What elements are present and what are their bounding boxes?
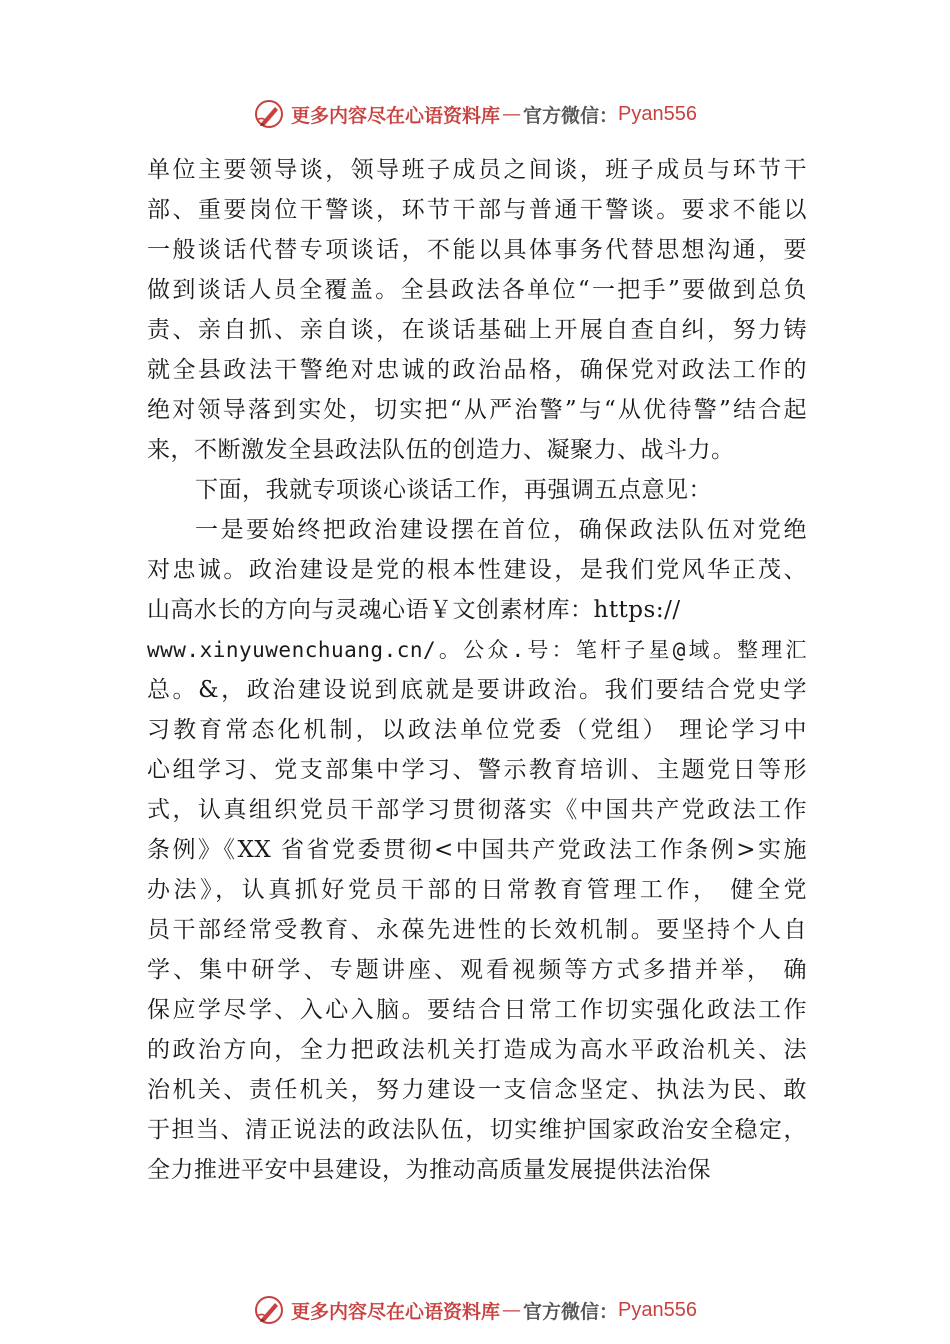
text-line: 责、亲自抓、亲自谈，在谈话基础上开展自查自纠，努力铸 — [147, 317, 807, 343]
paragraph-3 — [147, 510, 807, 1190]
text-line: 一是要始终把政治建设摆在首位，确保政法队伍对党绝 — [195, 517, 807, 543]
text-line: 一般谈话代替专项谈话，不能以具体事务代替思想沟通，要 — [147, 237, 807, 263]
text-line: 来，不断激发全县政法队伍的创造力、凝聚力、战斗力。 — [147, 437, 735, 463]
text-line: 对忠诚。政治建设是党的根本性建设，是我们党风华正茂、 — [147, 557, 807, 583]
text-line: 做到谈话人员全覆盖。全县政法各单位“一把手”要做到总负 — [147, 277, 807, 303]
paragraph-2 — [147, 470, 807, 510]
text-line: 山高水长的方向与灵魂心语￥文创素材库：https:// — [147, 597, 681, 623]
text-line: 部、重要岗位干警谈，环节干部与普通干警谈。要求不能以 — [147, 197, 807, 223]
banner-site-name: 更多内容尽在心语资料库 — [291, 1300, 501, 1323]
banner-wechat-handle: Pyan556 — [618, 102, 697, 125]
banner-wechat-label: 官方微信： — [523, 104, 619, 127]
pen-logo-icon — [253, 1294, 285, 1326]
text-line: 治机关、责任机关，努力建设一支信念坚定、执法为民、敢 — [147, 1077, 807, 1103]
footer-watermark-banner — [0, 1290, 950, 1330]
text-line: 条例》《XX 省省党委贯彻<中国共产党政法工作条例>实施 — [147, 837, 807, 863]
pen-logo-icon — [253, 98, 285, 130]
text-line: 于担当、清正说法的政法队伍，切实维护国家政治安全稳定， — [147, 1117, 807, 1143]
text-line: 单位主要领导谈，领导班子成员之间谈，班子成员与环节干 — [147, 157, 807, 183]
text-line: 式，认真组织党员干部学习贯彻落实《中国共产党政法工作 — [147, 797, 807, 823]
text-line: 全力推进平安中县建设，为推动高质量发展提供法治保 — [147, 1157, 711, 1183]
text-line: 学、集中研学、专题讲座、观看视频等方式多措并举， 确 — [147, 957, 807, 983]
banner-dash: — — [502, 1299, 522, 1321]
text-line: 习教育常态化机制，以政法单位党委（党组） 理论学习中 — [147, 717, 807, 743]
text-line: 绝对领导落到实处，切实把“从严治警”与“从优待警”结合起 — [147, 397, 807, 423]
text-line: 心组学习、党支部集中学习、警示教育培训、主题党日等形 — [147, 757, 807, 783]
text-line: 办法》，认真抓好党员干部的日常教育管理工作， 健全党 — [147, 877, 807, 903]
text-line: www.xinyuwenchuang.cn/。公众.号：笔杆子星@域。整理汇 — [147, 638, 807, 662]
document-body — [147, 150, 807, 1190]
paragraph-1 — [147, 150, 807, 470]
banner-site-name: 更多内容尽在心语资料库 — [291, 104, 501, 127]
text-line: 保应学尽学、入心入脑。要结合日常工作切实强化政法工作 — [147, 997, 807, 1023]
text-line: 就全县政法干警绝对忠诚的政治品格，确保党对政法工作的 — [147, 357, 807, 383]
banner-dash: — — [502, 103, 522, 125]
text-line: 下面，我就专项谈心谈话工作，再强调五点意见： — [195, 477, 712, 503]
text-line: 总。&，政治建设说到底就是要讲政治。我们要结合党史学 — [147, 677, 807, 703]
text-line: 的政治方向，全力把政法机关打造成为高水平政治机关、法 — [147, 1037, 807, 1063]
banner-wechat-handle: Pyan556 — [618, 1298, 697, 1321]
text-line: 员干部经常受教育、永葆先进性的长效机制。要坚持个人自 — [147, 917, 807, 943]
banner-wechat-label: 官方微信： — [523, 1300, 619, 1323]
header-watermark-banner — [0, 94, 950, 134]
